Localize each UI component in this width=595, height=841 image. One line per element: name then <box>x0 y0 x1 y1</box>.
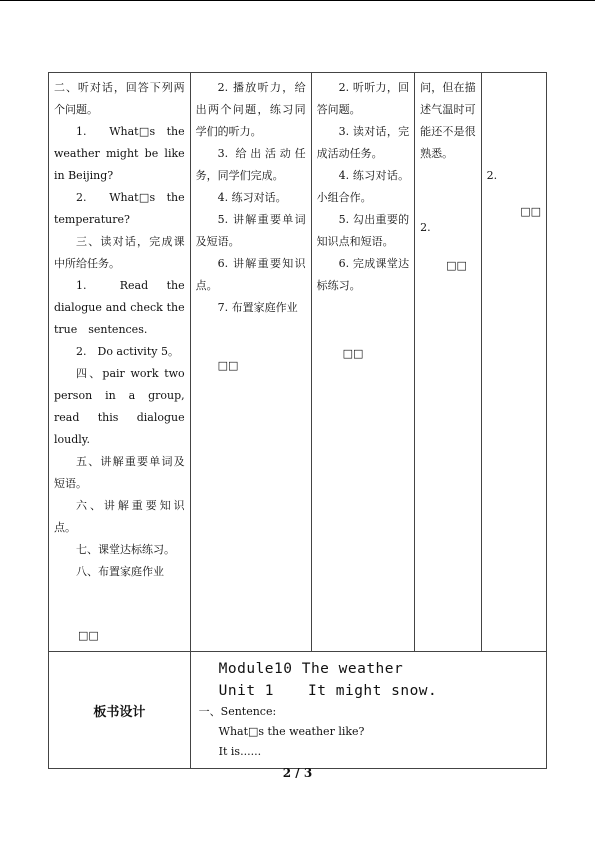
teacher-step-7: 7. 布置家庭作业 <box>217 301 298 314</box>
unit-title: It might snow. <box>308 683 438 699</box>
step-listening: 二、听对话，回答下列两个问题。 <box>54 81 185 116</box>
step-knowledge: 六、讲解重要知识点。 <box>54 499 185 534</box>
student-step-2: 2. 听听力，回答问题。 <box>316 81 410 116</box>
step-words: 五、讲解重要单词及短语。 <box>54 455 185 490</box>
teacher-step-3: 3. 给出活动任务，同学们完成。 <box>195 147 306 182</box>
task-2: 2. Do activity 5。 <box>76 345 179 358</box>
step-homework: 八、布置家庭作业 <box>76 565 164 578</box>
student-step-6: 6. 完成课堂达标练习。 <box>316 257 410 292</box>
step-reading: 三、读对话，完成课中所给任务。 <box>54 235 185 270</box>
remarks-number: 2. <box>486 169 498 182</box>
placeholder-marks: □□ <box>520 205 541 218</box>
teacher-step-5: 5. 讲解重要单词及短语。 <box>195 213 306 248</box>
module-title: Module10 The weather <box>218 661 404 677</box>
student-step-5: 5. 勾出重要的知识点和短语。 <box>316 213 410 248</box>
board-design-row <box>49 652 547 769</box>
teacher-step-6: 6. 讲解重要知识点。 <box>195 257 306 292</box>
teacher-activity-cell <box>190 73 311 652</box>
placeholder-marks: □□ <box>446 259 467 272</box>
step-exercise: 七、课堂达标练习。 <box>76 543 175 556</box>
teacher-step-4: 4. 练习对话。 <box>217 191 287 204</box>
board-design-label: 板书设计 <box>49 652 191 769</box>
question-2: 2. What□s the temperature? <box>54 191 185 226</box>
student-activity-cell <box>311 73 415 652</box>
sentence-answer: It is...... <box>218 745 262 758</box>
design-notes-cell <box>415 73 481 652</box>
design-note-number: 2. <box>420 221 431 234</box>
unit-number: Unit 1 <box>218 683 275 699</box>
placeholder-marks: □□ <box>342 347 364 360</box>
student-step-4: 4. 练习对话。小组合作。 <box>316 169 410 204</box>
page-number: 2 / 3 <box>282 766 313 780</box>
design-note-text: 问，但在描述气温时可能还不是很熟悉。 <box>420 81 476 160</box>
board-design-content <box>190 652 546 769</box>
teaching-process-row <box>49 73 547 652</box>
top-rule <box>0 0 595 1</box>
lesson-plan-table <box>48 72 547 769</box>
process-steps-cell <box>49 73 191 652</box>
unit-title-line <box>219 680 538 702</box>
placeholder-marks: □□ <box>78 629 99 642</box>
task-1: 1. Read the dialogue and check the true sentences. <box>54 279 185 336</box>
sentence-question: What□s the weather like? <box>218 725 365 738</box>
remarks-cell <box>481 73 546 652</box>
teacher-step-2: 2. 播放听力，给出两个问题，练习同学们的听力。 <box>195 81 306 138</box>
question-1: 1. What□s the weather might be like in Beijing? <box>54 125 185 182</box>
placeholder-marks: □□ <box>217 359 239 372</box>
student-step-3: 3. 读对话，完成活动任务。 <box>316 125 410 160</box>
sentence-heading: 一、Sentence: <box>198 705 277 718</box>
step-pair-work: 四、pair work two person in a group, read this dialogue loudly. <box>54 367 185 446</box>
